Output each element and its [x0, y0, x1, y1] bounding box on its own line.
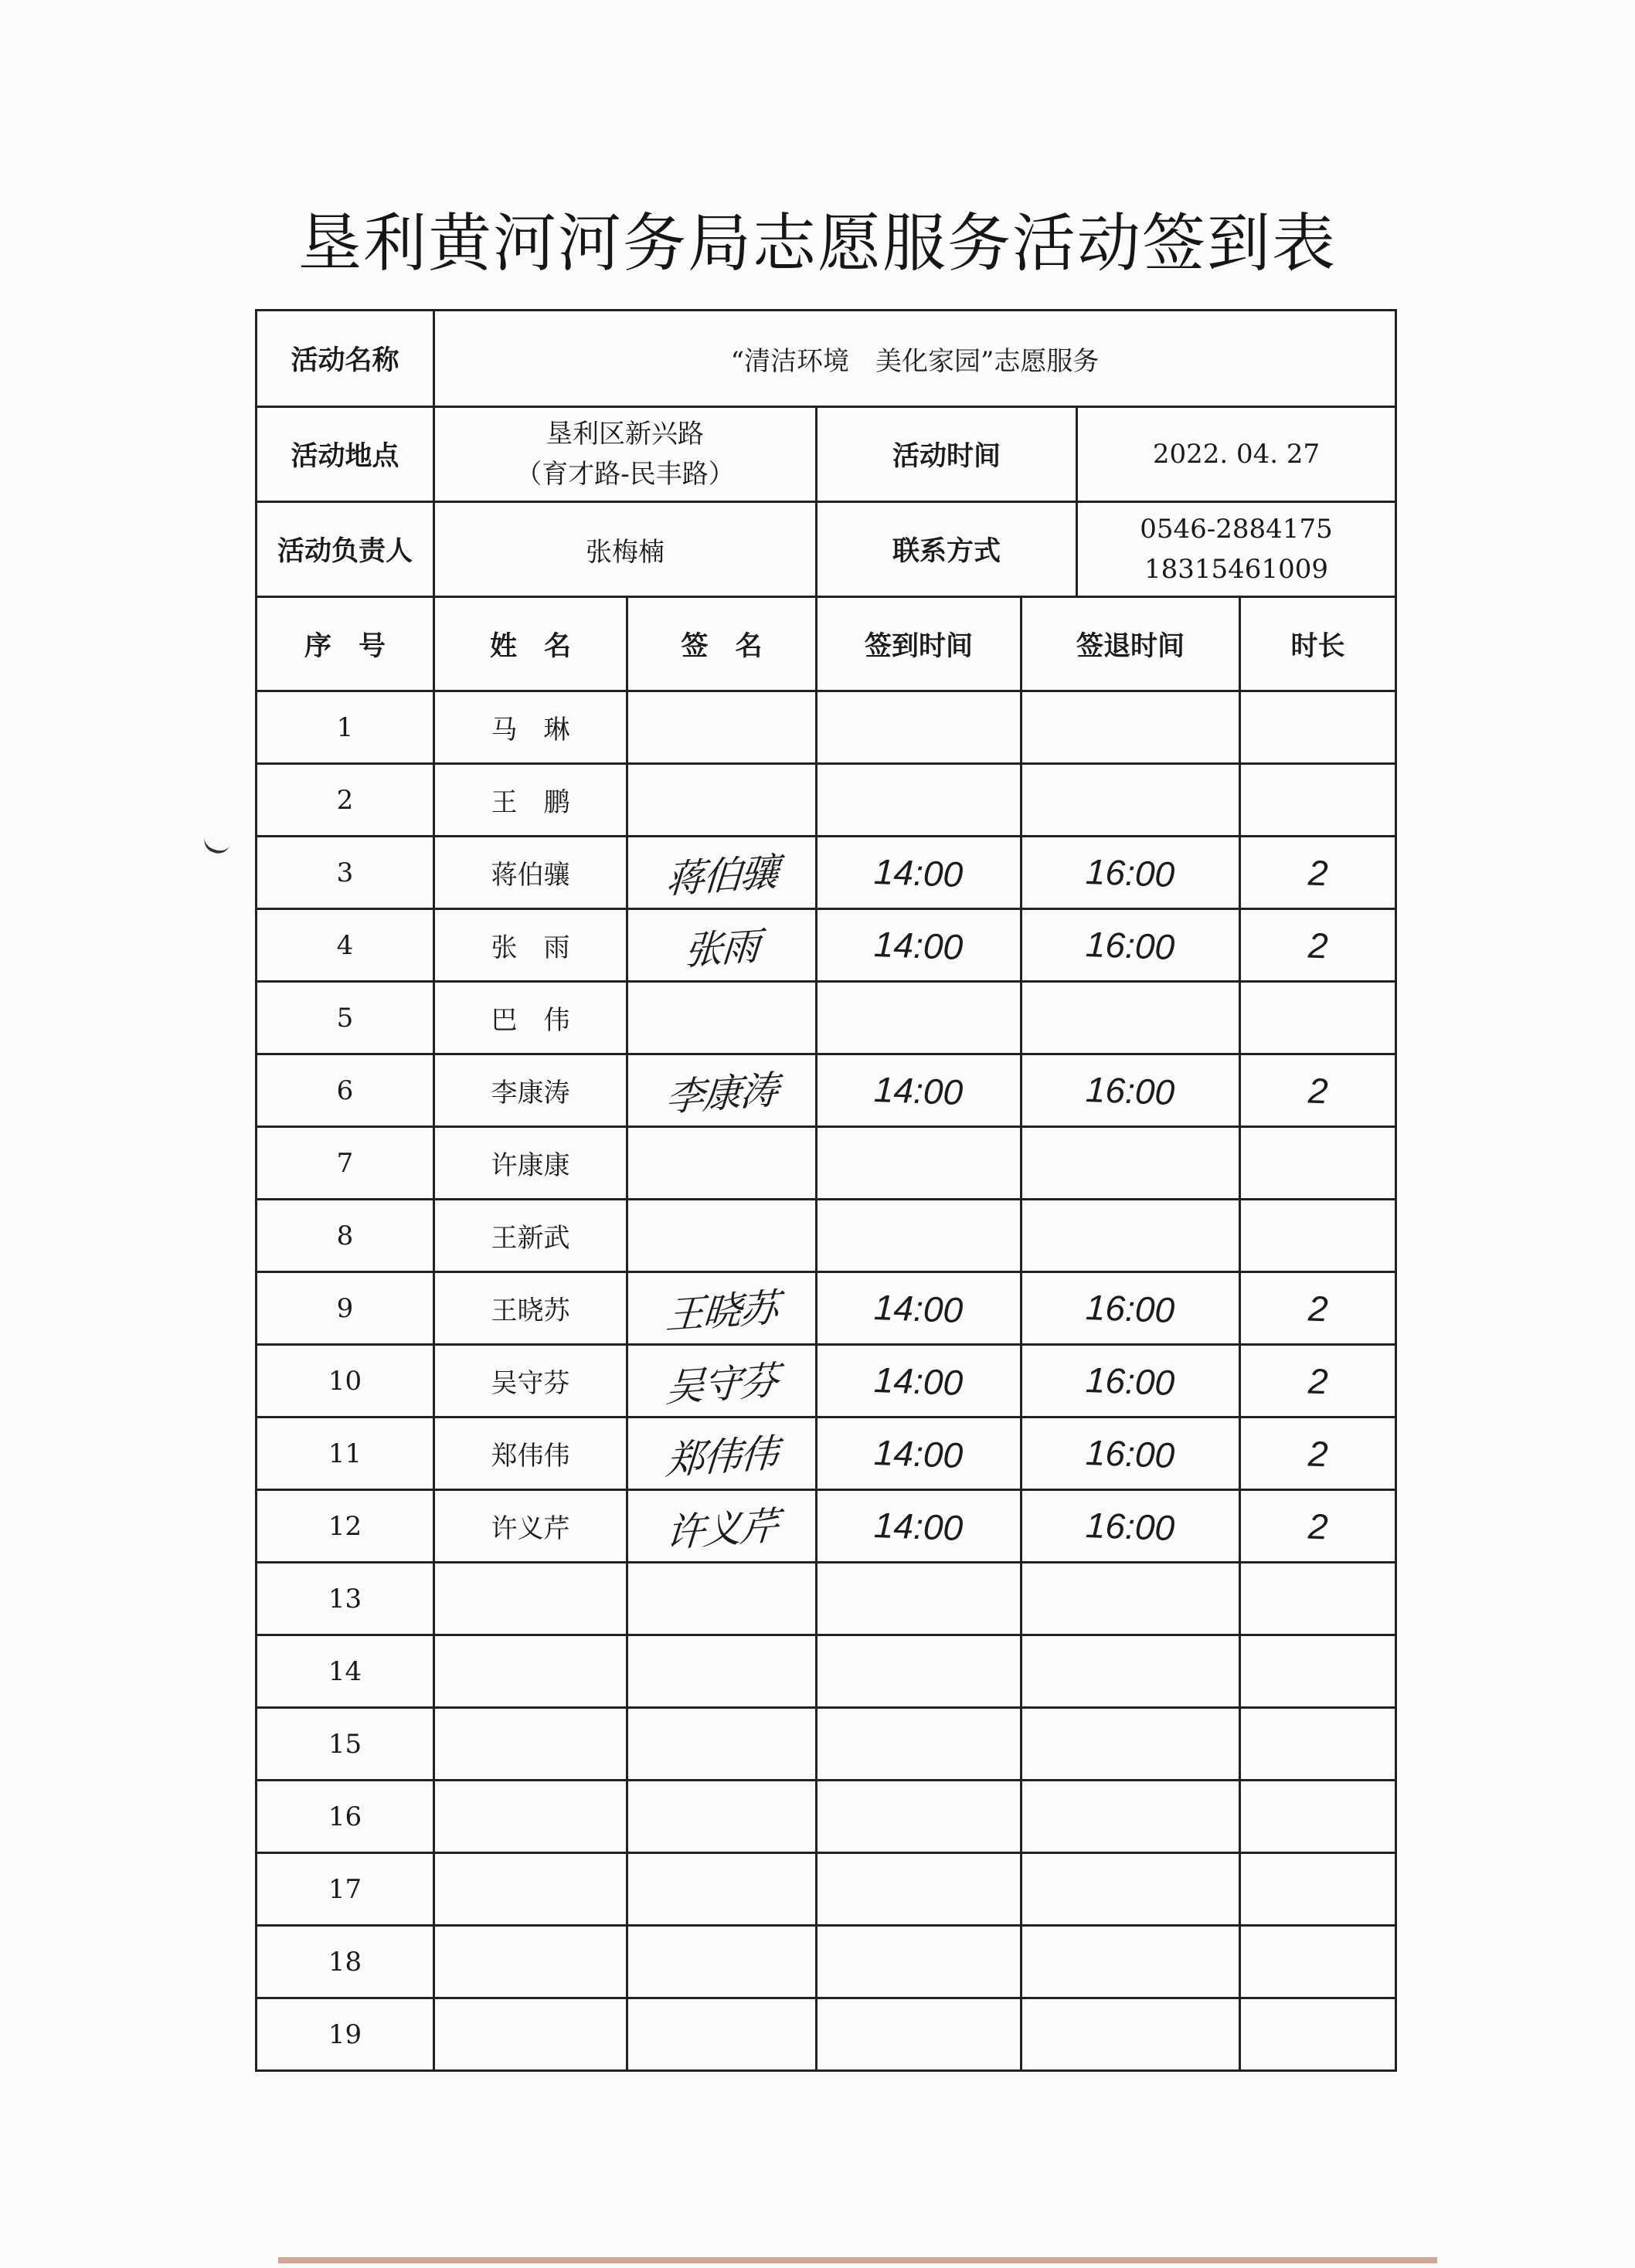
leader-label: 活动负责人: [257, 502, 434, 597]
seq-cell-text: 18: [328, 1946, 362, 1978]
col-header-name: 姓 名: [434, 597, 627, 691]
name-cell-text: 张 雨: [491, 932, 570, 963]
sign-out-cell-text: 16:00: [1085, 923, 1176, 967]
seq-cell-text: 12: [328, 1510, 362, 1542]
name-cell: [434, 1853, 627, 1926]
seq-cell-text: 6: [336, 1075, 354, 1106]
name-cell: [434, 1563, 627, 1635]
signature-cell: [627, 1127, 817, 1200]
sign-in-cell: [817, 1054, 1021, 1127]
contact-value: [1077, 502, 1396, 597]
duration-cell: [1240, 1563, 1396, 1635]
name-cell-text: 郑伟伟: [491, 1441, 570, 1472]
signature-cell: [627, 1635, 817, 1708]
signature-cell: [627, 691, 817, 764]
seq-cell-text: 11: [328, 1438, 362, 1469]
contact-phone1: 0546-2884175: [1140, 514, 1333, 545]
seq-cell: [257, 909, 434, 982]
name-cell: [434, 1345, 627, 1418]
time-label: 活动时间: [817, 407, 1077, 502]
duration-cell: [1240, 1926, 1396, 1998]
duration-cell: [1240, 764, 1396, 837]
sign-out-cell-text: 16:00: [1085, 1504, 1176, 1548]
sign-out-cell: [1021, 764, 1240, 837]
location-line2: （育才路-民丰路）: [515, 459, 735, 490]
leader-value: 张梅楠: [434, 502, 817, 597]
roster-body: [257, 691, 1396, 2071]
table-row: [257, 1054, 1396, 1127]
sign-in-cell-text: 14:00: [873, 1504, 964, 1548]
roster-header-row: [257, 597, 1396, 691]
name-cell: [434, 1635, 627, 1708]
signature-cell: [627, 909, 817, 982]
sign-in-cell: [817, 837, 1021, 909]
duration-cell: [1240, 1998, 1396, 2071]
signature-cell: [627, 1998, 817, 2071]
signature-cell-text: 郑伟伟: [664, 1430, 779, 1483]
col-header-signature: 签 名: [627, 597, 817, 691]
location-label: 活动地点: [257, 407, 434, 502]
sign-in-cell-text: 14:00: [873, 923, 964, 967]
sign-out-cell: [1021, 1418, 1240, 1490]
duration-cell: [1240, 982, 1396, 1054]
seq-cell: [257, 764, 434, 837]
col-header-sign-out: 签退时间: [1021, 597, 1240, 691]
duration-cell: [1240, 1635, 1396, 1708]
seq-cell-text: 1: [336, 711, 354, 743]
sign-in-cell: [817, 1781, 1021, 1853]
sign-in-cell: [817, 1998, 1021, 2071]
sign-out-cell: [1021, 1926, 1240, 1998]
seq-cell-text: 8: [336, 1220, 354, 1251]
bottom-edge-strip: [278, 2257, 1437, 2263]
signature-cell-text: 蒋伯骧: [664, 849, 779, 902]
duration-cell: [1240, 837, 1396, 909]
signature-cell: [627, 1708, 817, 1781]
name-cell-text: 王 鹏: [491, 787, 570, 818]
seq-cell: [257, 1635, 434, 1708]
seq-cell-text: 7: [336, 1147, 354, 1179]
seq-cell: [257, 1781, 434, 1853]
sign-out-cell: [1021, 1998, 1240, 2071]
sign-out-cell: [1021, 1853, 1240, 1926]
name-cell: [434, 1781, 627, 1853]
name-cell-text: 马 琳: [491, 715, 570, 745]
location-row: [257, 407, 1396, 502]
seq-cell-text: 17: [328, 1873, 362, 1905]
col-header-sign-in: 签到时间: [817, 597, 1021, 691]
sign-in-cell: [817, 1490, 1021, 1563]
sign-in-cell: [817, 1926, 1021, 1998]
sign-out-cell: [1021, 1200, 1240, 1272]
sign-out-cell: [1021, 1345, 1240, 1418]
table-row: [257, 1127, 1396, 1200]
activity-info-table: [255, 309, 1397, 598]
sign-out-cell-text: 16:00: [1085, 1286, 1176, 1330]
seq-cell-text: 4: [336, 929, 354, 961]
seq-cell-text: 15: [328, 1728, 362, 1760]
sign-out-cell: [1021, 1635, 1240, 1708]
name-cell: [434, 909, 627, 982]
name-cell-text: 王晓苏: [491, 1295, 570, 1326]
name-cell: [434, 1926, 627, 1998]
signature-cell-text: 李康涛: [664, 1067, 779, 1120]
table-row: [257, 1998, 1396, 2071]
seq-cell: [257, 1272, 434, 1345]
sign-in-cell: [817, 1345, 1021, 1418]
signature-cell: [627, 837, 817, 909]
sign-in-cell-text: 14:00: [873, 850, 964, 895]
name-cell-text: 许义芹: [491, 1513, 570, 1544]
sign-in-cell: [817, 1563, 1021, 1635]
duration-cell-text: 2: [1307, 1506, 1329, 1547]
name-cell-text: 许康康: [491, 1150, 570, 1181]
duration-cell: [1240, 1200, 1396, 1272]
sign-out-cell: [1021, 1781, 1240, 1853]
seq-cell: [257, 982, 434, 1054]
signature-cell-text: 许义芹: [664, 1502, 779, 1556]
sign-out-cell-text: 16:00: [1085, 1359, 1176, 1403]
seq-cell: [257, 691, 434, 764]
activity-name-row: [257, 311, 1396, 407]
activity-name-value: “清洁环境 美化家园”志愿服务: [434, 311, 1396, 407]
seq-cell-text: 10: [328, 1365, 362, 1397]
seq-cell: [257, 1926, 434, 1998]
table-row: [257, 1926, 1396, 1998]
sign-in-cell-text: 14:00: [873, 1286, 964, 1330]
table-row: [257, 1490, 1396, 1563]
table-row: [257, 764, 1396, 837]
duration-cell-text: 2: [1307, 852, 1329, 893]
sign-in-cell: [817, 1418, 1021, 1490]
duration-cell: [1240, 1345, 1396, 1418]
table-row: [257, 1635, 1396, 1708]
sign-in-cell-text: 14:00: [873, 1431, 964, 1475]
name-cell: [434, 837, 627, 909]
table-row: [257, 1345, 1396, 1418]
sign-out-cell-text: 16:00: [1085, 850, 1176, 895]
sign-in-cell: [817, 909, 1021, 982]
name-cell-text: 王新武: [491, 1223, 570, 1254]
seq-cell: [257, 1054, 434, 1127]
sign-out-cell: [1021, 837, 1240, 909]
seq-cell: [257, 1418, 434, 1490]
duration-cell-text: 2: [1307, 925, 1329, 966]
seq-cell: [257, 1127, 434, 1200]
location-value: [434, 407, 817, 502]
signature-cell-text: 王晓苏: [664, 1285, 779, 1338]
table-row: [257, 1272, 1396, 1345]
seq-cell-text: 19: [328, 2018, 362, 2050]
sign-in-cell: [817, 1127, 1021, 1200]
stray-pen-mark: [201, 837, 229, 857]
contact-phone2: 18315461009: [1144, 554, 1328, 585]
duration-cell-text: 2: [1307, 1360, 1329, 1401]
seq-cell: [257, 1853, 434, 1926]
activity-name-label: 活动名称: [257, 311, 434, 407]
duration-cell: [1240, 1418, 1396, 1490]
sign-out-cell: [1021, 1490, 1240, 1563]
signin-sheet: [255, 309, 1395, 2072]
signature-cell: [627, 1200, 817, 1272]
seq-cell-text: 16: [328, 1801, 362, 1832]
seq-cell-text: 2: [336, 784, 354, 816]
col-header-duration: 时长: [1240, 597, 1396, 691]
name-cell: [434, 764, 627, 837]
duration-cell: [1240, 1054, 1396, 1127]
signature-cell: [627, 1054, 817, 1127]
signature-cell: [627, 764, 817, 837]
duration-cell: [1240, 1781, 1396, 1853]
sign-out-cell: [1021, 982, 1240, 1054]
sign-in-cell-text: 14:00: [873, 1068, 964, 1112]
table-row: [257, 1781, 1396, 1853]
duration-cell: [1240, 909, 1396, 982]
name-cell: [434, 1490, 627, 1563]
name-cell-text: 吴守芬: [491, 1368, 570, 1399]
sign-out-cell: [1021, 1708, 1240, 1781]
name-cell: [434, 1708, 627, 1781]
duration-cell: [1240, 1853, 1396, 1926]
seq-cell: [257, 1563, 434, 1635]
sign-out-cell: [1021, 691, 1240, 764]
seq-cell-text: 13: [328, 1583, 362, 1614]
duration-cell: [1240, 1708, 1396, 1781]
table-row: [257, 909, 1396, 982]
name-cell: [434, 1272, 627, 1345]
seq-cell: [257, 1708, 434, 1781]
signature-cell: [627, 1853, 817, 1926]
name-cell: [434, 1200, 627, 1272]
seq-cell-text: 14: [328, 1655, 362, 1687]
table-row: [257, 1853, 1396, 1926]
signature-cell: [627, 1345, 817, 1418]
seq-cell-text: 3: [336, 857, 354, 888]
table-row: [257, 1708, 1396, 1781]
duration-cell: [1240, 1490, 1396, 1563]
sign-in-cell: [817, 1853, 1021, 1926]
table-row: [257, 1418, 1396, 1490]
col-header-no: 序 号: [257, 597, 434, 691]
page-title: 垦利黄河河务局志愿服务活动签到表: [297, 207, 1337, 280]
sign-out-cell-text: 16:00: [1085, 1431, 1176, 1475]
signature-cell-text: 吴守芬: [664, 1357, 779, 1411]
table-row: [257, 982, 1396, 1054]
sign-out-cell: [1021, 909, 1240, 982]
name-cell: [434, 1127, 627, 1200]
name-cell-text: 李康涛: [491, 1078, 570, 1109]
location-line1: 垦利区新兴路: [546, 419, 704, 450]
time-value: 2022. 04. 27: [1077, 407, 1396, 502]
name-cell: [434, 691, 627, 764]
sign-out-cell: [1021, 1272, 1240, 1345]
duration-cell-text: 2: [1307, 1288, 1329, 1329]
seq-cell-text: 5: [336, 1002, 354, 1034]
name-cell: [434, 982, 627, 1054]
sign-out-cell: [1021, 1563, 1240, 1635]
table-row: [257, 837, 1396, 909]
duration-cell-text: 2: [1307, 1070, 1329, 1111]
table-row: [257, 1563, 1396, 1635]
signature-cell: [627, 982, 817, 1054]
roster-table: [255, 596, 1397, 2072]
duration-cell-text: 2: [1307, 1433, 1329, 1474]
name-cell-text: 巴 伟: [491, 1005, 570, 1036]
sign-in-cell: [817, 691, 1021, 764]
sign-in-cell: [817, 1272, 1021, 1345]
sign-out-cell: [1021, 1054, 1240, 1127]
seq-cell: [257, 1998, 434, 2071]
signature-cell: [627, 1563, 817, 1635]
signature-cell-text: 张雨: [682, 922, 760, 974]
sign-in-cell: [817, 764, 1021, 837]
seq-cell: [257, 1490, 434, 1563]
seq-cell: [257, 1200, 434, 1272]
sign-in-cell: [817, 1635, 1021, 1708]
name-cell: [434, 1054, 627, 1127]
contact-label: 联系方式: [817, 502, 1077, 597]
table-row: [257, 1200, 1396, 1272]
name-cell: [434, 1998, 627, 2071]
duration-cell: [1240, 1272, 1396, 1345]
name-cell-text: 蒋伯骧: [491, 860, 570, 891]
signature-cell: [627, 1781, 817, 1853]
signature-cell: [627, 1926, 817, 1998]
sign-in-cell: [817, 982, 1021, 1054]
seq-cell: [257, 837, 434, 909]
name-cell: [434, 1418, 627, 1490]
sign-in-cell: [817, 1200, 1021, 1272]
signature-cell: [627, 1272, 817, 1345]
table-row: [257, 691, 1396, 764]
duration-cell: [1240, 1127, 1396, 1200]
duration-cell: [1240, 691, 1396, 764]
seq-cell: [257, 1345, 434, 1418]
signature-cell: [627, 1490, 817, 1563]
seq-cell-text: 9: [336, 1292, 354, 1324]
sign-out-cell-text: 16:00: [1085, 1068, 1176, 1112]
sign-out-cell: [1021, 1127, 1240, 1200]
leader-row: [257, 502, 1396, 597]
sign-in-cell: [817, 1708, 1021, 1781]
signature-cell: [627, 1418, 817, 1490]
sign-in-cell-text: 14:00: [873, 1359, 964, 1403]
